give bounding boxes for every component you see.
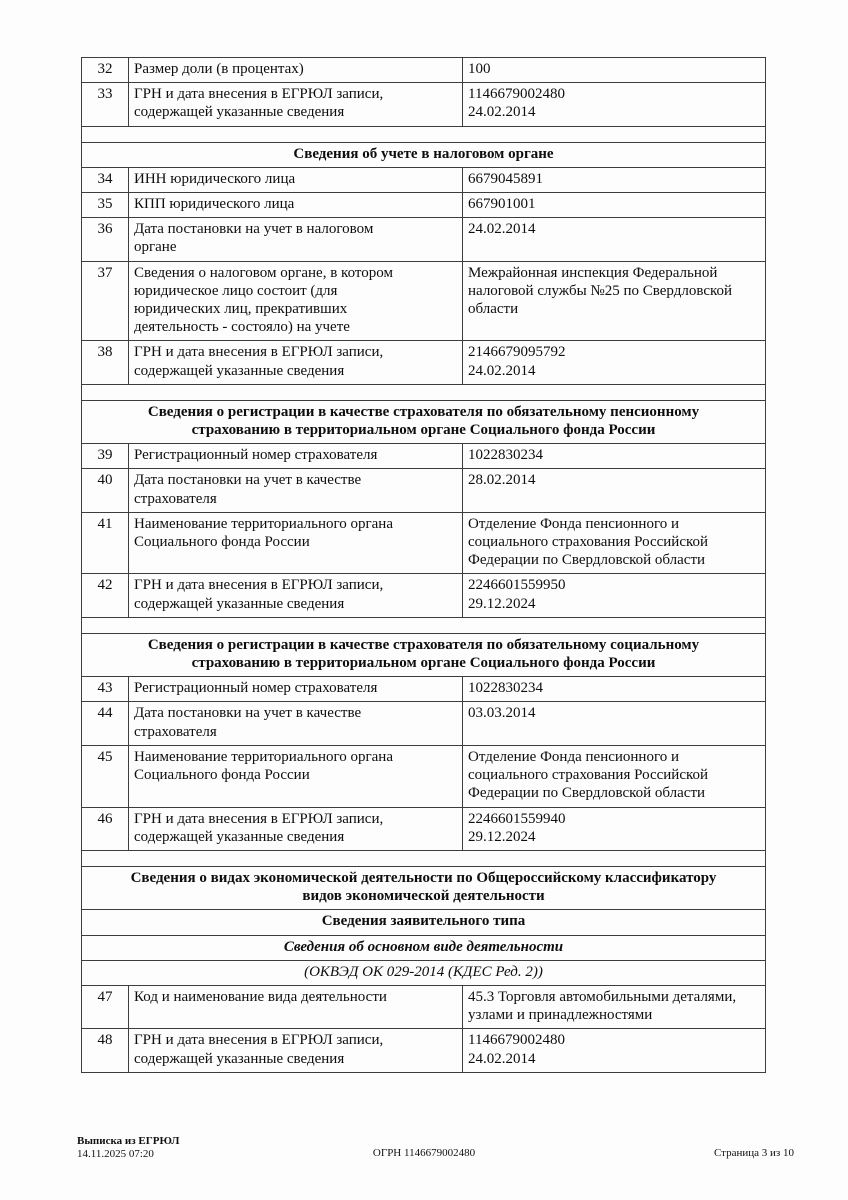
section-header-cell: Сведения об основном виде деятельности	[82, 935, 766, 960]
table-row	[82, 218, 766, 261]
egrul-extract-table	[81, 57, 766, 1073]
row-number-cell: 47	[82, 985, 129, 1028]
table-row	[82, 807, 766, 850]
field-label-cell: Регистрационный номер страхователя	[129, 677, 463, 702]
spacer-row	[82, 617, 766, 633]
row-number-cell: 44	[82, 702, 129, 745]
field-label-cell: ГРН и дата внесения в ЕГРЮЛ записи, содержащей указанные сведения	[129, 574, 463, 617]
field-value-cell: 1146679002480 24.02.2014	[463, 1029, 766, 1072]
field-value-cell: 1022830234	[463, 677, 766, 702]
field-label-cell: Дата постановки на учет в налоговом органе	[129, 218, 463, 261]
field-value-cell: 45.3 Торговля автомобильными деталями, узлами и принадлежностями	[463, 985, 766, 1028]
spacer-row	[82, 384, 766, 400]
field-label-cell: ГРН и дата внесения в ЕГРЮЛ записи, содержащей указанные сведения	[129, 807, 463, 850]
section-header-row	[82, 400, 766, 443]
table-row	[82, 745, 766, 807]
field-label-cell: Дата постановки на учет в качестве страхователя	[129, 469, 463, 512]
field-label-cell: КПП юридического лица	[129, 193, 463, 218]
spacer-row	[82, 850, 766, 866]
section-header-row	[82, 866, 766, 909]
field-label-cell: Регистрационный номер страхователя	[129, 444, 463, 469]
section-header-cell: Сведения об учете в налоговом органе	[82, 142, 766, 167]
table-row	[82, 469, 766, 512]
table-row	[82, 341, 766, 384]
field-value-cell: Отделение Фонда пенсионного и социального страхования Российской Федерации по Свердловской области	[463, 512, 766, 574]
section-header-cell: Сведения заявительного типа	[82, 910, 766, 935]
table-row	[82, 261, 766, 341]
row-number-cell: 36	[82, 218, 129, 261]
field-label-cell: Размер доли (в процентах)	[129, 58, 463, 83]
row-number-cell: 34	[82, 167, 129, 192]
spacer-row	[82, 126, 766, 142]
field-label-cell: Код и наименование вида деятельности	[129, 985, 463, 1028]
footer-page-indicator: Страница 3 из 10	[713, 1147, 794, 1159]
field-value-cell: Межрайонная инспекция Федеральной налоговой службы №25 по Свердловской области	[463, 261, 766, 341]
field-value-cell: 2246601559950 29.12.2024	[463, 574, 766, 617]
table-row	[82, 985, 766, 1028]
field-value-cell: Отделение Фонда пенсионного и социального страхования Российской Федерации по Свердловской области	[463, 745, 766, 807]
field-value-cell: 6679045891	[463, 167, 766, 192]
row-number-cell: 42	[82, 574, 129, 617]
row-number-cell: 48	[82, 1029, 129, 1072]
table-row	[82, 83, 766, 126]
footer-doc-type: Выписка из ЕГРЮЛ	[77, 1135, 180, 1147]
field-label-cell: ГРН и дата внесения в ЕГРЮЛ записи, содержащей указанные сведения	[129, 341, 463, 384]
section-header-row	[82, 142, 766, 167]
spacer-cell	[82, 617, 766, 633]
row-number-cell: 39	[82, 444, 129, 469]
table-row	[82, 574, 766, 617]
row-number-cell: 43	[82, 677, 129, 702]
field-value-cell: 28.02.2014	[463, 469, 766, 512]
table-row	[82, 58, 766, 83]
table-row	[82, 1029, 766, 1072]
egrul-table-body	[82, 58, 766, 1073]
field-value-cell: 03.03.2014	[463, 702, 766, 745]
field-label-cell: Дата постановки на учет в качестве страхователя	[129, 702, 463, 745]
row-number-cell: 35	[82, 193, 129, 218]
spacer-cell	[82, 850, 766, 866]
row-number-cell: 33	[82, 83, 129, 126]
field-value-cell: 2246601559940 29.12.2024	[463, 807, 766, 850]
row-number-cell: 46	[82, 807, 129, 850]
section-header-cell: Сведения о видах экономической деятельности по Общероссийскому классификатору видов экономической деятельности	[82, 866, 766, 909]
row-number-cell: 32	[82, 58, 129, 83]
row-number-cell: 38	[82, 341, 129, 384]
row-number-cell: 41	[82, 512, 129, 574]
field-label-cell: ГРН и дата внесения в ЕГРЮЛ записи, содержащей указанные сведения	[129, 1029, 463, 1072]
table-row	[82, 167, 766, 192]
section-header-cell: (ОКВЭД ОК 029-2014 (КДЕС Ред. 2))	[82, 960, 766, 985]
row-number-cell: 40	[82, 469, 129, 512]
table-row	[82, 193, 766, 218]
section-header-row	[82, 960, 766, 985]
field-label-cell: Сведения о налоговом органе, в котором юридическое лицо состоит (для юридических лиц, прекративших деятельность - состояло) на учете	[129, 261, 463, 341]
row-number-cell: 45	[82, 745, 129, 807]
field-value-cell: 24.02.2014	[463, 218, 766, 261]
section-header-cell: Сведения о регистрации в качестве страхователя по обязательному пенсионному страхованию в территориальном органе Социального фонда России	[82, 400, 766, 443]
field-value-cell: 667901001	[463, 193, 766, 218]
field-value-cell: 1146679002480 24.02.2014	[463, 83, 766, 126]
spacer-cell	[82, 384, 766, 400]
table-row	[82, 702, 766, 745]
field-value-cell: 100	[463, 58, 766, 83]
footer-timestamp: 14.11.2025 07:20	[77, 1147, 154, 1160]
footer-ogrn: ОГРН 1146679002480	[372, 1147, 476, 1159]
section-header-cell: Сведения о регистрации в качестве страхователя по обязательному социальному страхованию в территориальном органе Социального фонда России	[82, 633, 766, 676]
section-header-row	[82, 633, 766, 676]
field-value-cell: 1022830234	[463, 444, 766, 469]
field-value-cell: 2146679095792 24.02.2014	[463, 341, 766, 384]
table-row	[82, 512, 766, 574]
table-row	[82, 444, 766, 469]
row-number-cell: 37	[82, 261, 129, 341]
field-label-cell: ИНН юридического лица	[129, 167, 463, 192]
field-label-cell: Наименование территориального органа Социального фонда России	[129, 745, 463, 807]
spacer-cell	[82, 126, 766, 142]
table-row	[82, 677, 766, 702]
field-label-cell: ГРН и дата внесения в ЕГРЮЛ записи, содержащей указанные сведения	[129, 83, 463, 126]
field-label-cell: Наименование территориального органа Социального фонда России	[129, 512, 463, 574]
section-header-row	[82, 935, 766, 960]
section-header-row	[82, 910, 766, 935]
